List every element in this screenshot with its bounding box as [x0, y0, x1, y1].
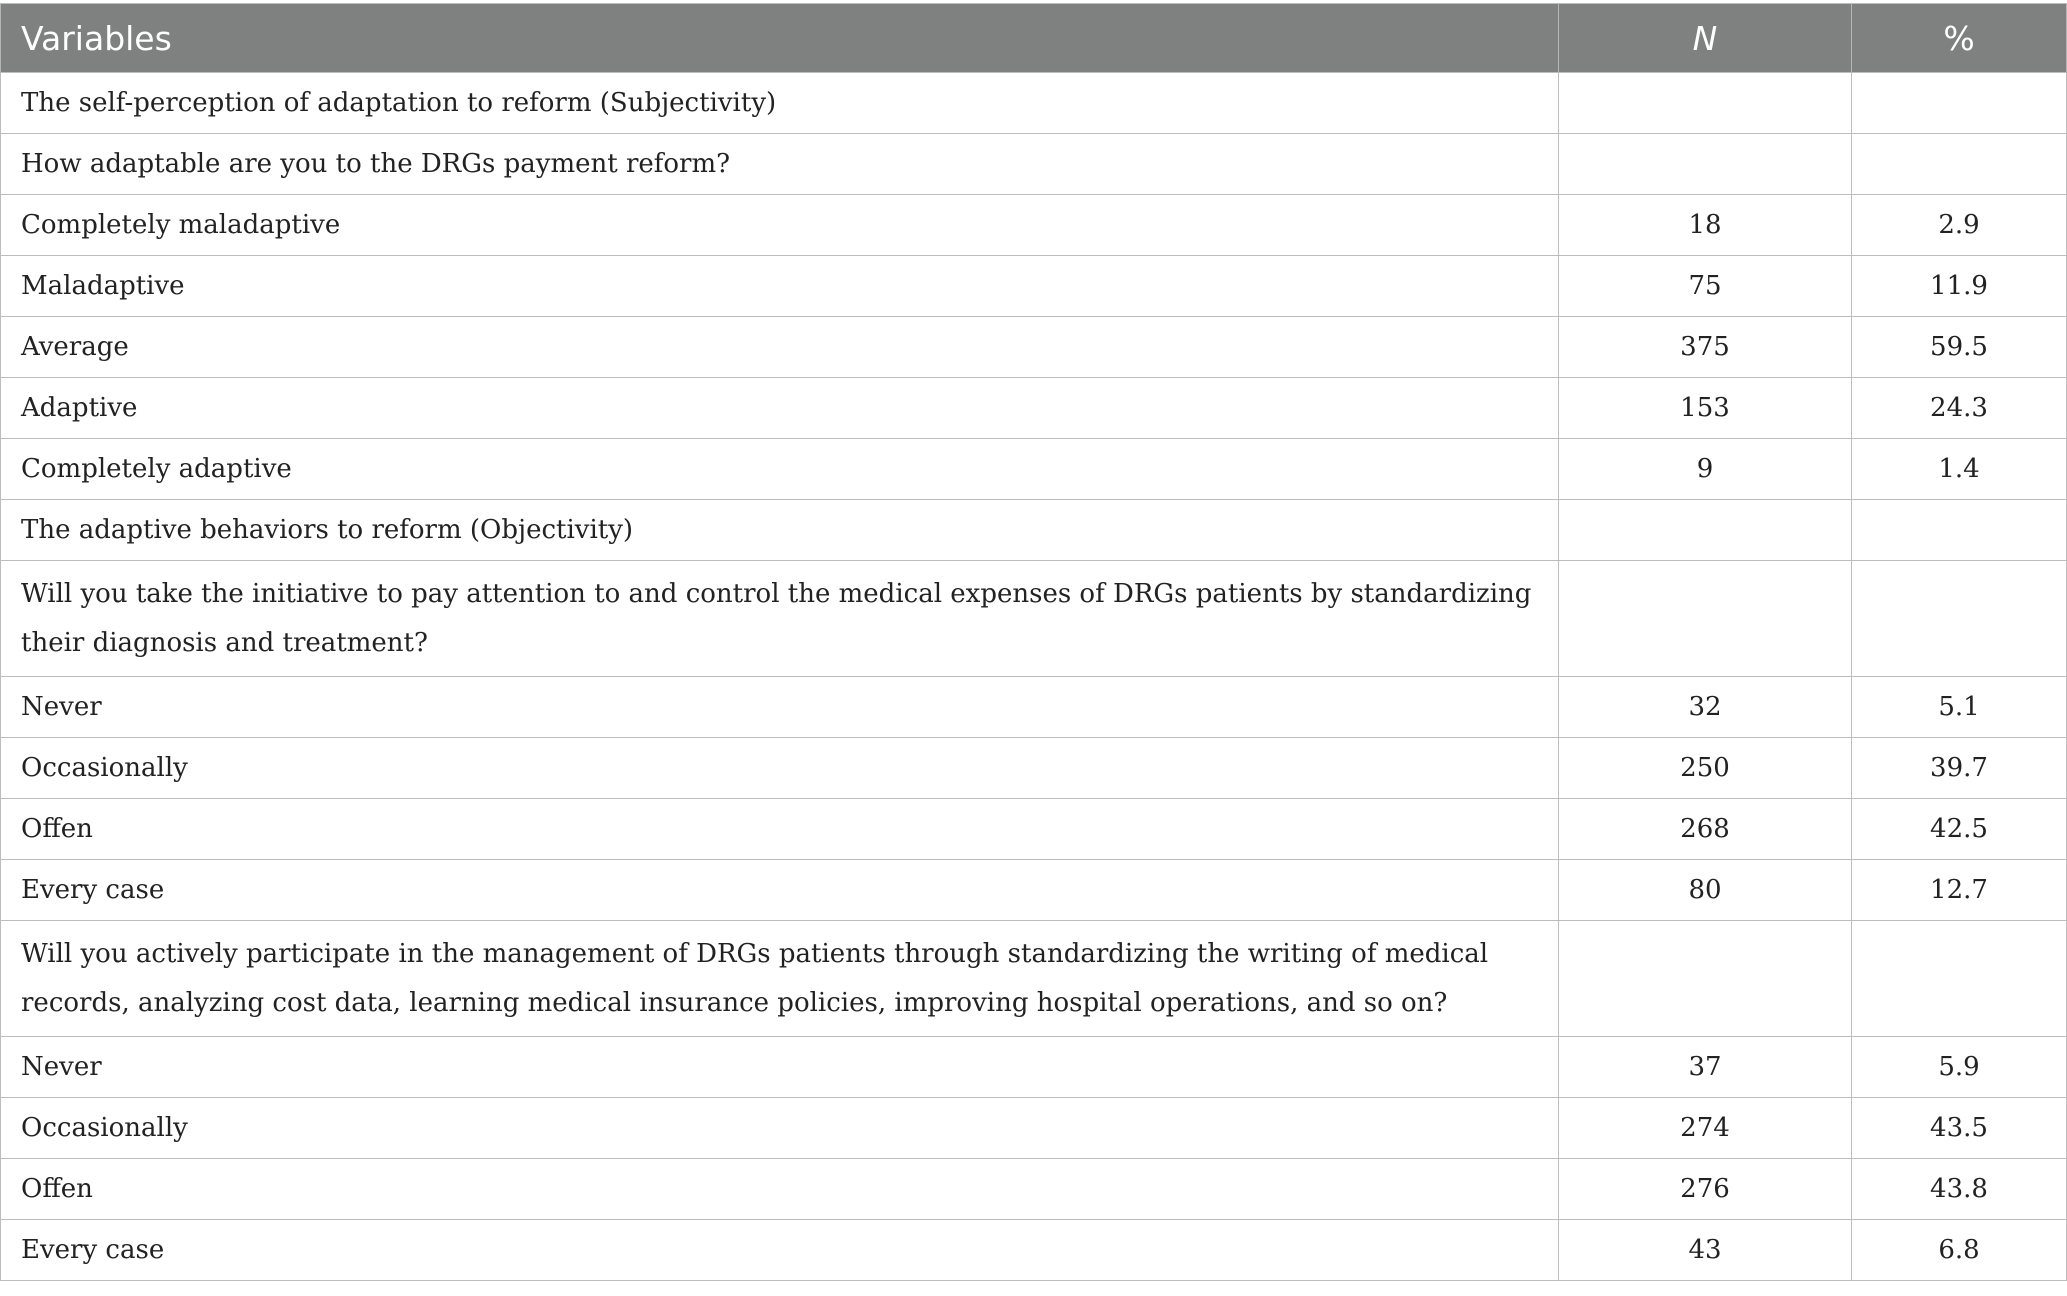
row-n: 276: [1559, 1159, 1852, 1220]
table-row: [1, 195, 2067, 256]
header-row: [1, 4, 2067, 73]
row-n: 153: [1559, 378, 1852, 439]
row-n: [1559, 134, 1852, 195]
row-label: Never: [1, 677, 1559, 738]
row-label: Maladaptive: [1, 256, 1559, 317]
row-percent: 11.9: [1852, 256, 2067, 317]
row-label: Completely adaptive: [1, 439, 1559, 500]
row-percent: 5.9: [1852, 1037, 2067, 1098]
row-label: Occasionally: [1, 1098, 1559, 1159]
data-table-container: [0, 3, 2067, 1281]
row-percent: 59.5: [1852, 317, 2067, 378]
row-percent: 2.9: [1852, 195, 2067, 256]
row-percent: 42.5: [1852, 799, 2067, 860]
row-n: 80: [1559, 860, 1852, 921]
row-label: Offen: [1, 799, 1559, 860]
table-row: [1, 677, 2067, 738]
header-n: N: [1559, 4, 1852, 73]
row-n: 75: [1559, 256, 1852, 317]
row-percent: 12.7: [1852, 860, 2067, 921]
row-n: 268: [1559, 799, 1852, 860]
row-label: Average: [1, 317, 1559, 378]
table-row: [1, 256, 2067, 317]
row-label: Adaptive: [1, 378, 1559, 439]
row-n: [1559, 921, 1852, 1037]
table-row: [1, 1037, 2067, 1098]
row-percent: [1852, 561, 2067, 677]
row-label: Offen: [1, 1159, 1559, 1220]
row-label: Every case: [1, 860, 1559, 921]
row-label: Will you actively participate in the management of DRGs patients through standardizing the writing of medical records, analyzing cost data, learning medical insurance policies, improving hospital operations, and so on?: [1, 921, 1559, 1037]
table-row: [1, 439, 2067, 500]
row-label: Never: [1, 1037, 1559, 1098]
row-n: [1559, 561, 1852, 677]
row-label: The adaptive behaviors to reform (Objectivity): [1, 500, 1559, 561]
row-percent: [1852, 500, 2067, 561]
row-percent: 39.7: [1852, 738, 2067, 799]
row-percent: 43.5: [1852, 1098, 2067, 1159]
row-n: 274: [1559, 1098, 1852, 1159]
table-row: [1, 860, 2067, 921]
table-row: [1, 561, 2067, 677]
row-n: 9: [1559, 439, 1852, 500]
row-n: 43: [1559, 1220, 1852, 1281]
table-row: [1, 500, 2067, 561]
row-percent: 43.8: [1852, 1159, 2067, 1220]
row-percent: 5.1: [1852, 677, 2067, 738]
row-percent: [1852, 134, 2067, 195]
row-n: 18: [1559, 195, 1852, 256]
row-n: 37: [1559, 1037, 1852, 1098]
row-n: 32: [1559, 677, 1852, 738]
row-percent: 24.3: [1852, 378, 2067, 439]
table-row: [1, 317, 2067, 378]
row-n: [1559, 73, 1852, 134]
row-n: 250: [1559, 738, 1852, 799]
table-row: [1, 1220, 2067, 1281]
table-header: [1, 4, 2067, 73]
row-label: The self-perception of adaptation to reform (Subjectivity): [1, 73, 1559, 134]
row-label: Will you take the initiative to pay attention to and control the medical expenses of DRGs patients by standardizing their diagnosis and treatment?: [1, 561, 1559, 677]
data-table: [0, 3, 2067, 1281]
row-percent: [1852, 73, 2067, 134]
header-variables: Variables: [1, 4, 1559, 73]
table-row: [1, 134, 2067, 195]
row-percent: 6.8: [1852, 1220, 2067, 1281]
row-label: Occasionally: [1, 738, 1559, 799]
row-label: Every case: [1, 1220, 1559, 1281]
table-row: [1, 73, 2067, 134]
row-n: 375: [1559, 317, 1852, 378]
table-row: [1, 1098, 2067, 1159]
table-row: [1, 799, 2067, 860]
header-percent: %: [1852, 4, 2067, 73]
row-label: How adaptable are you to the DRGs payment reform?: [1, 134, 1559, 195]
row-n: [1559, 500, 1852, 561]
table-row: [1, 738, 2067, 799]
table-row: [1, 378, 2067, 439]
table-row: [1, 1159, 2067, 1220]
row-percent: 1.4: [1852, 439, 2067, 500]
table-row: [1, 921, 2067, 1037]
row-percent: [1852, 921, 2067, 1037]
row-label: Completely maladaptive: [1, 195, 1559, 256]
table-body: [1, 73, 2067, 1281]
